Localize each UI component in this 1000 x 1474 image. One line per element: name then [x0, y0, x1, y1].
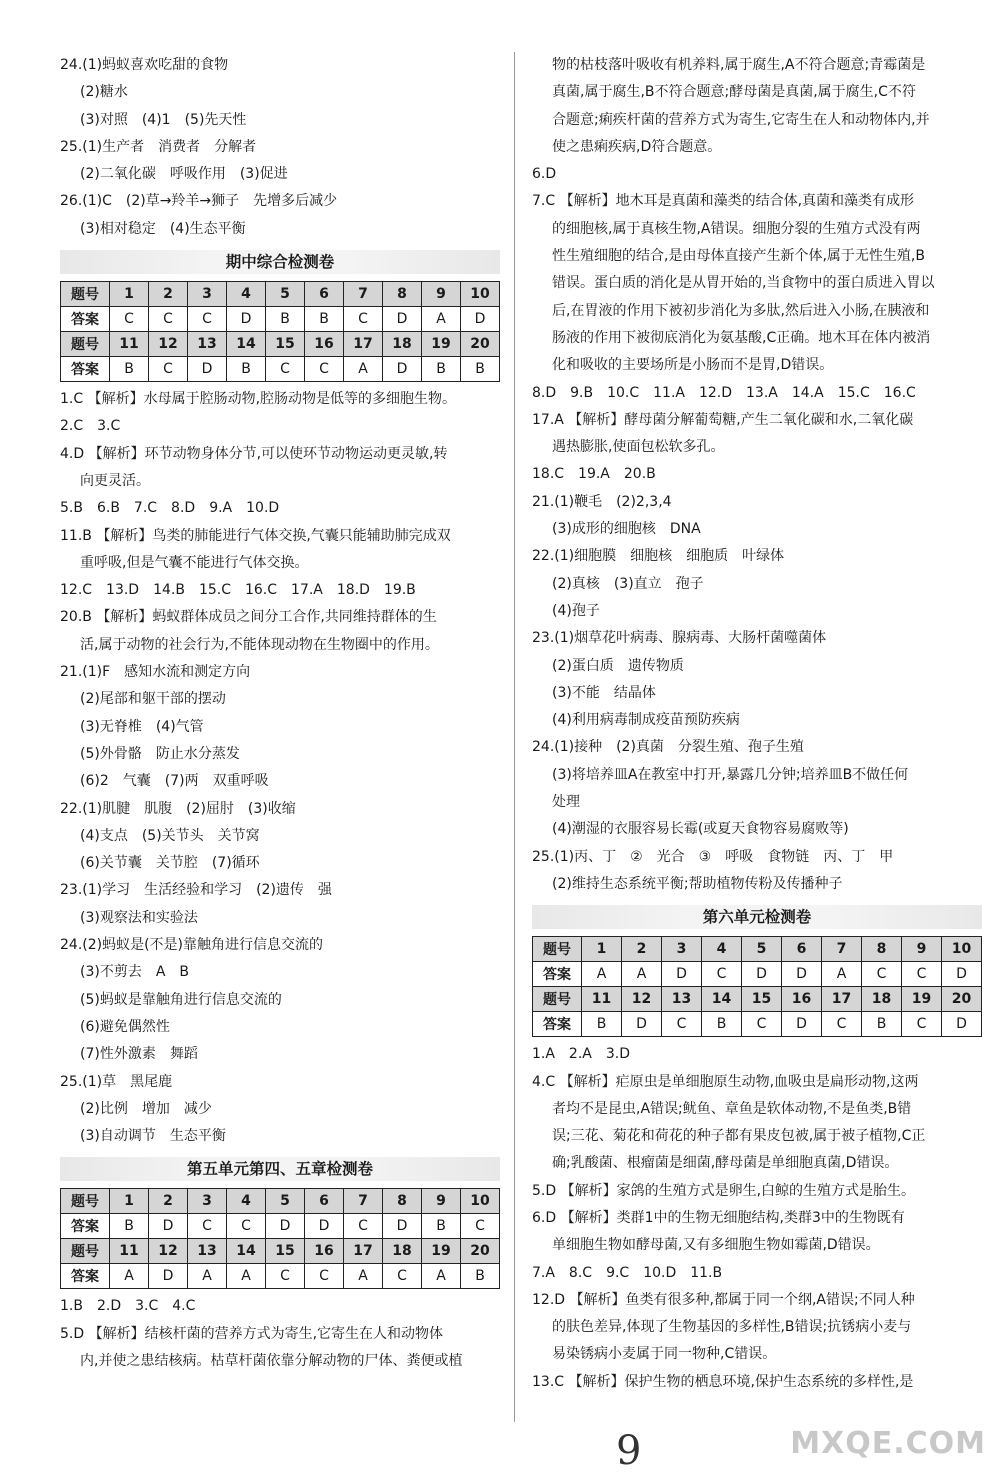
- table-row-label: 答案: [533, 1012, 582, 1037]
- table-answer-row: [61, 1264, 500, 1289]
- table-cell: D: [266, 1214, 305, 1239]
- answer-line: (2)比例 增加 减少: [80, 1100, 212, 1117]
- table-cell: 11: [110, 1239, 149, 1264]
- answer-line: (5)蚂蚁是靠触角进行信息交流的: [80, 991, 282, 1008]
- answer-line: 1.B 2.D 3.C 4.C: [60, 1298, 196, 1315]
- table-cell: 2: [622, 937, 662, 962]
- table-cell: 17: [344, 332, 383, 357]
- table-cell: 9: [902, 937, 942, 962]
- table-cell: D: [622, 1012, 662, 1037]
- table-row-label: 题号: [533, 987, 582, 1012]
- table-cell: 19: [422, 332, 461, 357]
- answer-line: 肠液的作用下被彻底消化为氨基酸,C正确。地木耳在体内被消: [552, 329, 931, 346]
- table-cell: C: [266, 357, 305, 382]
- table-cell: C: [266, 1264, 305, 1289]
- left-answers-bottom: [60, 1293, 500, 1375]
- table-cell: D: [662, 962, 702, 987]
- left-column: [60, 52, 500, 1375]
- table-cell: 4: [702, 937, 742, 962]
- answer-line: 26.(1)C (2)草→羚羊→狮子 先增多后减少: [60, 193, 338, 210]
- table-cell: B: [266, 307, 305, 332]
- answer-line: (3)对照 (4)1 (5)先天性: [80, 111, 247, 128]
- left-answers-top: [60, 52, 500, 243]
- table-cell: A: [344, 357, 383, 382]
- column-divider: [514, 52, 515, 1422]
- answer-line: (3)成形的细胞核 DNA: [552, 521, 701, 538]
- page-number: 9: [616, 1428, 642, 1474]
- table-cell: D: [782, 1012, 822, 1037]
- table-cell: 3: [662, 937, 702, 962]
- answer-line: 23.(1)烟草花叶病毒、腺病毒、大肠杆菌噬菌体: [532, 630, 827, 647]
- answer-line: 者均不是昆虫,A错误;鱿鱼、章鱼是软体动物,不是鱼类,B错: [552, 1100, 912, 1117]
- table-cell: 12: [622, 987, 662, 1012]
- table-cell: C: [227, 1214, 266, 1239]
- table-cell: B: [582, 1012, 622, 1037]
- table-cell: C: [862, 962, 902, 987]
- section-title-unit5: 第五单元第四、五章检测卷: [60, 1152, 500, 1186]
- answer-line: 遇热膨胀,使面包松软多孔。: [552, 439, 725, 456]
- answer-line: 1.C 【解析】水母属于腔肠动物,腔肠动物是低等的多细胞生物。: [60, 391, 457, 408]
- table-cell: 7: [344, 282, 383, 307]
- right-answers-top: [532, 52, 982, 898]
- table-cell: 3: [188, 1189, 227, 1214]
- answer-line: 25.(1)生产者 消费者 分解者: [60, 138, 257, 155]
- section-title-midterm: 期中综合检测卷: [60, 245, 500, 279]
- table-cell: A: [422, 1264, 461, 1289]
- table-cell: 13: [188, 1239, 227, 1264]
- table-cell: 13: [188, 332, 227, 357]
- table-cell: 20: [461, 1239, 500, 1264]
- table-cell: C: [344, 1214, 383, 1239]
- table-cell: D: [942, 962, 982, 987]
- table-row-label: 题号: [61, 332, 110, 357]
- table-header-row: [61, 282, 500, 307]
- answer-line: (2)真核 (3)直立 孢子: [552, 575, 704, 592]
- table-cell: 10: [942, 937, 982, 962]
- table-cell: 9: [422, 282, 461, 307]
- answer-line: 误;三花、菊花和荷花的种子都有果皮包被,属于被子植物,C正: [552, 1128, 926, 1145]
- table-cell: C: [902, 1012, 942, 1037]
- answer-line: 5.B 6.B 7.C 8.D 9.A 10.D: [60, 500, 280, 517]
- table-cell: C: [344, 307, 383, 332]
- table-cell: 8: [862, 937, 902, 962]
- answer-line: 12.C 13.D 14.B 15.C 16.C 17.A 18.D 19.B: [60, 582, 416, 599]
- table-cell: B: [461, 1264, 500, 1289]
- answer-line: 真菌,属于腐生,B不符合题意;酵母菌是真菌,属于腐生,C不符: [552, 84, 916, 101]
- answer-line: 25.(1)草 黑尾鹿: [60, 1073, 173, 1090]
- table-cell: 12: [149, 1239, 188, 1264]
- answer-line: 的肤色差异,体现了生物基因的多样性,B错误;抗锈病小麦与: [552, 1319, 912, 1336]
- answer-line: 8.D 9.B 10.C 11.A 12.D 13.A 14.A 15.C 16.C: [532, 384, 916, 401]
- answer-line: 24.(1)蚂蚁喜欢吃甜的食物: [60, 57, 229, 73]
- table-cell: D: [942, 1012, 982, 1037]
- table-cell: A: [422, 307, 461, 332]
- table-cell: C: [662, 1012, 702, 1037]
- table-cell: 5: [742, 937, 782, 962]
- table-answer-row: [61, 1214, 500, 1239]
- section-title-unit6: 第六单元检测卷: [532, 900, 982, 934]
- table-cell: 2: [149, 282, 188, 307]
- table-cell: C: [461, 1214, 500, 1239]
- table-cell: 5: [266, 282, 305, 307]
- answer-line: (4)利用病毒制成疫苗预防疾病: [552, 712, 740, 729]
- table-cell: 2: [149, 1189, 188, 1214]
- table-row-label: 答案: [61, 307, 110, 332]
- table-cell: B: [110, 1214, 149, 1239]
- table-cell: 4: [227, 282, 266, 307]
- answer-line: 22.(1)肌腱 肌腹 (2)屈肘 (3)收缩: [60, 800, 296, 817]
- answer-line: (3)将培养皿A在教室中打开,暴露几分钟;培养皿B不做任何: [552, 766, 909, 783]
- answer-line: 7.C 【解析】地木耳是真菌和藻类的结合体,真菌和藻类有成形: [532, 193, 915, 210]
- table-row-label: 题号: [533, 937, 582, 962]
- answer-line: 易染锈病小麦属于同一物种,C错误。: [552, 1346, 777, 1363]
- table-cell: 10: [461, 1189, 500, 1214]
- answer-line: (2)尾部和躯干部的摆动: [80, 691, 226, 708]
- table-answer-row: [533, 1012, 982, 1037]
- table-cell: B: [461, 357, 500, 382]
- answer-line: (3)相对稳定 (4)生态平衡: [80, 220, 246, 237]
- answer-line: 24.(2)蚂蚁是(不是)靠触角进行信息交流的: [60, 937, 324, 954]
- table-cell: 7: [344, 1189, 383, 1214]
- table-cell: B: [305, 307, 344, 332]
- table-cell: 20: [461, 332, 500, 357]
- answer-line: 17.A 【解析】酵母菌分解葡萄糖,产生二氧化碳和水,二氧化碳: [532, 411, 914, 428]
- table-row-label: 题号: [61, 1189, 110, 1214]
- table-cell: 14: [227, 332, 266, 357]
- answer-line: 的细胞核,属于真核生物,A错误。细胞分裂的生殖方式没有两: [552, 220, 921, 237]
- table-answer-row: [61, 307, 500, 332]
- answer-line: (2)二氧化碳 呼吸作用 (3)促进: [80, 166, 288, 183]
- table-cell: 18: [383, 332, 422, 357]
- table-cell: A: [822, 962, 862, 987]
- table-cell: 17: [344, 1239, 383, 1264]
- answer-line: 化和吸收的主要场所是小肠而不是胃,D错误。: [552, 357, 834, 374]
- table-cell: C: [110, 307, 149, 332]
- answer-line: 20.B 【解析】蚂蚁群体成员之间分工合作,共同维持群体的生: [60, 609, 437, 626]
- table-row-label: 答案: [61, 1264, 110, 1289]
- answer-table-midterm: [60, 281, 500, 382]
- table-cell: 8: [383, 282, 422, 307]
- answer-line: 21.(1)鞭毛 (2)2,3,4: [532, 493, 672, 510]
- table-cell: 15: [266, 1239, 305, 1264]
- answer-line: (3)不能 结晶体: [552, 684, 656, 701]
- answer-line: 5.D 【解析】家鸽的生殖方式是卵生,白鲸的生殖方式是胎生。: [532, 1182, 916, 1199]
- answer-line: (7)性外激素 舞蹈: [80, 1046, 198, 1063]
- table-cell: C: [305, 1264, 344, 1289]
- table-cell: B: [862, 1012, 902, 1037]
- table-cell: 4: [227, 1189, 266, 1214]
- answer-line: 18.C 19.A 20.B: [532, 466, 656, 483]
- table-cell: D: [383, 357, 422, 382]
- table-cell: D: [149, 1264, 188, 1289]
- answer-line: (2)糖水: [80, 84, 128, 101]
- answer-line: 内,并使之患结核病。枯草杆菌依靠分解动物的尸体、粪便或植: [80, 1352, 463, 1369]
- answer-line: (3)自动调节 生态平衡: [80, 1128, 226, 1145]
- table-cell: 19: [422, 1239, 461, 1264]
- table-cell: 6: [782, 937, 822, 962]
- answer-line: 6.D 【解析】类群1中的生物无细胞结构,类群3中的生物既有: [532, 1209, 905, 1226]
- answer-line: (2)蛋白质 遗传物质: [552, 657, 684, 674]
- answer-line: 4.C 【解析】疟原虫是单细胞原生动物,血吸虫是扁形动物,这两: [532, 1073, 919, 1090]
- answer-line: 使之患痢疾病,D符合题意。: [552, 138, 722, 155]
- table-cell: 13: [662, 987, 702, 1012]
- table-cell: C: [149, 307, 188, 332]
- table-cell: D: [461, 307, 500, 332]
- table-cell: 18: [383, 1239, 422, 1264]
- table-cell: 11: [582, 987, 622, 1012]
- answer-line: 错误。蛋白质的消化是从胃开始的,当食物中的蛋白质进入胃以: [552, 275, 935, 292]
- answer-line: 重呼吸,但是气囊不能进行气体交换。: [80, 554, 309, 571]
- answer-line: 活,属于动物的社会行为,不能体现动物在生物圈中的作用。: [80, 636, 439, 653]
- table-cell: A: [622, 962, 662, 987]
- table-cell: 12: [149, 332, 188, 357]
- table-cell: A: [582, 962, 622, 987]
- table-cell: 10: [461, 282, 500, 307]
- answer-line: 后,在胃液的作用下被初步消化为多肽,然后进入小肠,在胰液和: [552, 302, 930, 319]
- left-answers-middle: [60, 386, 500, 1150]
- table-row-label: 答案: [61, 357, 110, 382]
- table-cell: 6: [305, 1189, 344, 1214]
- answer-line: 1.A 2.A 3.D: [532, 1046, 631, 1063]
- answer-table-unit5: [60, 1188, 500, 1289]
- table-cell: 14: [702, 987, 742, 1012]
- table-cell: 1: [582, 937, 622, 962]
- answer-line: 25.(1)丙、丁 ② 光合 ③ 呼吸 食物链 丙、丁 甲: [532, 848, 894, 865]
- table-cell: D: [383, 307, 422, 332]
- answer-line: 7.A 8.C 9.C 10.D 11.B: [532, 1264, 723, 1281]
- answer-line: 物的枯枝落叶吸收有机养料,属于腐生,A不符合题意;青霉菌是: [552, 57, 926, 73]
- answer-line: (6)2 气囊 (7)两 双重呼吸: [80, 773, 269, 790]
- table-cell: D: [742, 962, 782, 987]
- table-header-row: [61, 1239, 500, 1264]
- answer-line: (5)外骨骼 防止水分蒸发: [80, 745, 240, 762]
- answer-line: 确;乳酸菌、根瘤菌是细菌,酵母菌是单细胞真菌,D错误。: [552, 1155, 899, 1172]
- table-cell: C: [188, 307, 227, 332]
- table-cell: 8: [383, 1189, 422, 1214]
- answer-line: 2.C 3.C: [60, 418, 121, 435]
- answer-line: 24.(1)接种 (2)真菌 分裂生殖、孢子生殖: [532, 739, 804, 756]
- answer-line: (6)避免偶然性: [80, 1018, 170, 1035]
- table-header-row: [61, 332, 500, 357]
- table-cell: C: [149, 357, 188, 382]
- table-cell: C: [188, 1214, 227, 1239]
- answer-line: 单细胞生物如酵母菌,又有多细胞生物如霉菌,D错误。: [552, 1237, 880, 1254]
- answer-line: (4)孢子: [552, 602, 600, 619]
- table-cell: B: [422, 357, 461, 382]
- table-cell: 19: [902, 987, 942, 1012]
- table-cell: 15: [266, 332, 305, 357]
- table-cell: 15: [742, 987, 782, 1012]
- table-cell: B: [422, 1214, 461, 1239]
- answer-line: 性生殖细胞的结合,是由母体直接产生新个体,属于无性生殖,B: [552, 248, 925, 265]
- right-column: [532, 52, 982, 1396]
- table-answer-row: [61, 357, 500, 382]
- answer-line: (3)观察法和实验法: [80, 909, 198, 926]
- table-cell: D: [227, 307, 266, 332]
- table-cell: D: [782, 962, 822, 987]
- table-cell: 18: [862, 987, 902, 1012]
- table-cell: 16: [305, 332, 344, 357]
- table-cell: A: [188, 1264, 227, 1289]
- table-cell: C: [742, 1012, 782, 1037]
- answer-line: (2)维持生态系统平衡;帮助植物传粉及传播种子: [552, 875, 843, 892]
- table-header-row: [61, 1189, 500, 1214]
- table-cell: C: [822, 1012, 862, 1037]
- answer-line: 4.D 【解析】环节动物身体分节,可以使环节动物运动更灵敏,转: [60, 445, 448, 462]
- answer-table-unit6: [532, 936, 982, 1037]
- answer-line: 22.(1)细胞膜 细胞核 细胞质 叶绿体: [532, 548, 785, 565]
- answer-line: 11.B 【解析】鸟类的肺能进行气体交换,气囊只能辅助肺完成双: [60, 527, 451, 544]
- table-cell: 1: [110, 1189, 149, 1214]
- table-cell: C: [702, 962, 742, 987]
- answer-line: (3)不剪去 A B: [80, 964, 190, 981]
- table-cell: C: [383, 1264, 422, 1289]
- table-cell: 11: [110, 332, 149, 357]
- answer-line: 5.D 【解析】结核杆菌的营养方式为寄生,它寄生在人和动物体: [60, 1325, 444, 1342]
- answer-line: (6)关节囊 关节腔 (7)循环: [80, 855, 260, 872]
- table-cell: 6: [305, 282, 344, 307]
- table-cell: 14: [227, 1239, 266, 1264]
- answer-line: 13.C 【解析】保护生物的栖息环境,保护生态系统的多样性,是: [532, 1373, 914, 1390]
- answer-line: 21.(1)F 感知水流和测定方向: [60, 664, 251, 681]
- table-row-label: 答案: [61, 1214, 110, 1239]
- table-cell: D: [188, 357, 227, 382]
- table-cell: B: [702, 1012, 742, 1037]
- table-row-label: 答案: [533, 962, 582, 987]
- table-cell: C: [902, 962, 942, 987]
- table-cell: B: [227, 357, 266, 382]
- table-cell: C: [305, 357, 344, 382]
- table-cell: D: [305, 1214, 344, 1239]
- table-cell: A: [227, 1264, 266, 1289]
- answer-line: 12.D 【解析】鱼类有很多种,都属于同一个纲,A错误;不同人种: [532, 1291, 915, 1308]
- table-cell: 17: [822, 987, 862, 1012]
- watermark-logo: MXQE.COM: [790, 1426, 986, 1461]
- answer-line: 6.D: [532, 166, 557, 183]
- table-cell: D: [149, 1214, 188, 1239]
- answer-line: (3)无脊椎 (4)气管: [80, 718, 204, 735]
- table-cell: D: [383, 1214, 422, 1239]
- table-cell: 7: [822, 937, 862, 962]
- table-row-label: 题号: [61, 1239, 110, 1264]
- answer-line: 处理: [552, 794, 580, 811]
- table-cell: 1: [110, 282, 149, 307]
- table-cell: A: [110, 1264, 149, 1289]
- table-header-row: [533, 937, 982, 962]
- answer-line: 向更灵活。: [80, 472, 150, 489]
- table-cell: 20: [942, 987, 982, 1012]
- table-cell: 16: [305, 1239, 344, 1264]
- table-answer-row: [533, 962, 982, 987]
- table-row-label: 题号: [61, 282, 110, 307]
- answer-line: (4)潮湿的衣服容易长霉(或夏天食物容易腐败等): [552, 821, 849, 838]
- table-cell: B: [110, 357, 149, 382]
- table-cell: A: [344, 1264, 383, 1289]
- right-answers-bottom: [532, 1041, 982, 1396]
- table-cell: 5: [266, 1189, 305, 1214]
- table-cell: 9: [422, 1189, 461, 1214]
- answer-line: 23.(1)学习 生活经验和学习 (2)遗传 强: [60, 882, 332, 899]
- table-cell: 3: [188, 282, 227, 307]
- table-cell: 16: [782, 987, 822, 1012]
- answer-line: (4)支点 (5)关节头 关节窝: [80, 827, 260, 844]
- answer-line: 合题意;痢疾杆菌的营养方式为寄生,它寄生在人和动物体内,并: [552, 111, 930, 128]
- table-header-row: [533, 987, 982, 1012]
